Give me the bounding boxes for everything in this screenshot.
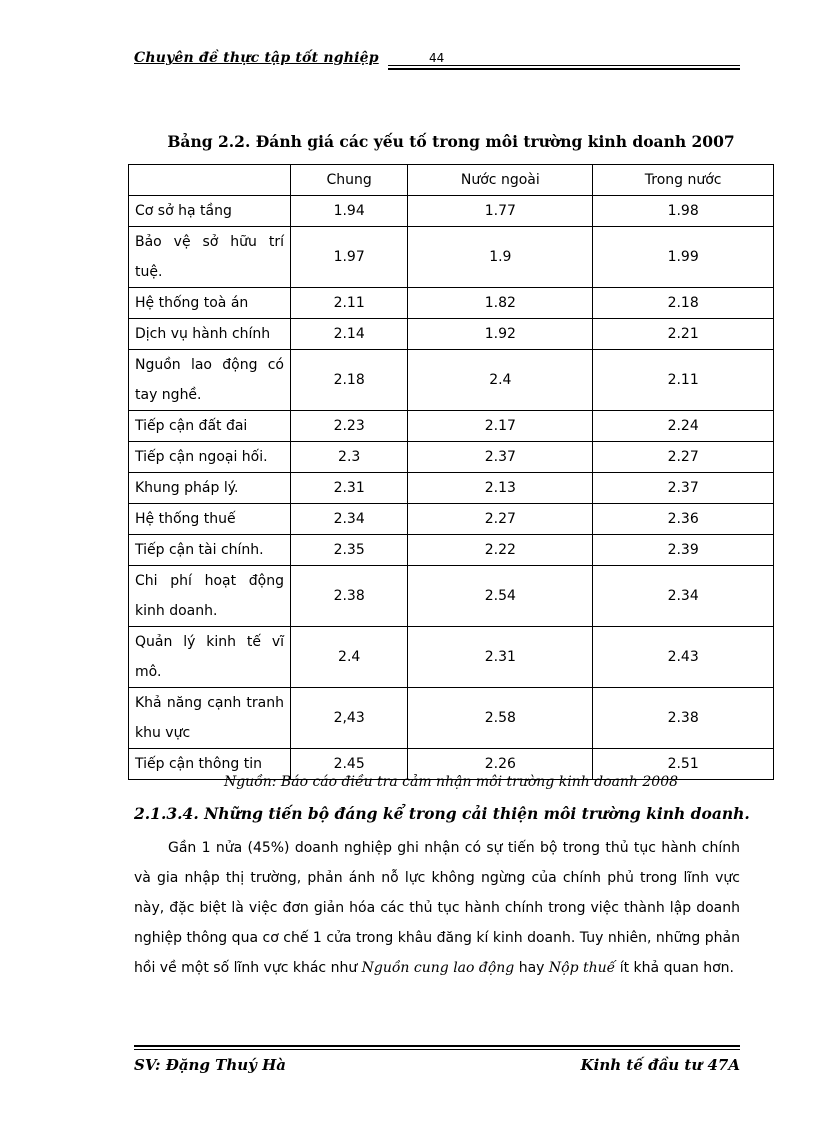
nuoc-ngoai-value-cell: 1.82 (408, 288, 593, 319)
chung-value-cell: 2,43 (291, 688, 408, 749)
row-label-cell: Cơ sở hạ tầng (129, 196, 291, 227)
nuoc-ngoai-value-cell: 2.31 (408, 627, 593, 688)
chung-value-cell: 2.34 (291, 504, 408, 535)
header-rule-thick (388, 68, 740, 70)
table-header-cell (129, 165, 291, 196)
trong-nuoc-value-cell: 2.36 (593, 504, 774, 535)
row-label-cell: Quản lý kinh tế vĩ mô. (129, 627, 291, 688)
table-row (129, 504, 774, 535)
row-label-cell: Tiếp cận tài chính. (129, 535, 291, 566)
nuoc-ngoai-value-cell: 1.9 (408, 227, 593, 288)
table-header-cell: Nước ngoài (408, 165, 593, 196)
trong-nuoc-value-cell: 2.11 (593, 350, 774, 411)
row-label-cell: Bảo vệ sở hữu trí tuệ. (129, 227, 291, 288)
trong-nuoc-value-cell: 2.37 (593, 473, 774, 504)
trong-nuoc-value-cell: 2.34 (593, 566, 774, 627)
section-heading: 2.1.3.4. Những tiến bộ đáng kể trong cải thiện môi trường kinh doanh. (134, 804, 750, 823)
chung-value-cell: 2.18 (291, 350, 408, 411)
nuoc-ngoai-value-cell: 2.54 (408, 566, 593, 627)
row-label-cell: Tiếp cận đất đai (129, 411, 291, 442)
trong-nuoc-value-cell: 2.43 (593, 627, 774, 688)
trong-nuoc-value-cell: 2.39 (593, 535, 774, 566)
nuoc-ngoai-value-cell: 2.13 (408, 473, 593, 504)
nuoc-ngoai-value-cell: 2.37 (408, 442, 593, 473)
chung-value-cell: 2.35 (291, 535, 408, 566)
trong-nuoc-value-cell: 2.21 (593, 319, 774, 350)
paragraph-text: ít khả quan hơn. (615, 960, 734, 976)
row-label-cell: Dịch vụ hành chính (129, 319, 291, 350)
row-label-cell: Nguồn lao động có tay nghề. (129, 350, 291, 411)
nuoc-ngoai-value-cell: 1.77 (408, 196, 593, 227)
table-row (129, 288, 774, 319)
nuoc-ngoai-value-cell: 2.22 (408, 535, 593, 566)
row-label-cell: Tiếp cận ngoại hối. (129, 442, 291, 473)
trong-nuoc-value-cell: 2.18 (593, 288, 774, 319)
body-paragraph (134, 833, 740, 983)
table-row (129, 442, 774, 473)
chung-value-cell: 2.31 (291, 473, 408, 504)
table-row (129, 350, 774, 411)
trong-nuoc-value-cell: 1.98 (593, 196, 774, 227)
table-header-cell: Trong nước (593, 165, 774, 196)
page-footer (134, 1045, 740, 1085)
nuoc-ngoai-value-cell: 2.27 (408, 504, 593, 535)
table-row (129, 688, 774, 749)
paragraph-emphasis: Nguồn cung lao động (361, 960, 515, 976)
table-row (129, 411, 774, 442)
table-row (129, 535, 774, 566)
trong-nuoc-value-cell: 2.51 (593, 749, 774, 780)
paragraph-text: hay (514, 960, 549, 976)
table-row (129, 196, 774, 227)
footer-rule-thick (134, 1045, 740, 1047)
nuoc-ngoai-value-cell: 2.4 (408, 350, 593, 411)
row-label-cell: Hệ thống toà án (129, 288, 291, 319)
table-header-cell: Chung (291, 165, 408, 196)
trong-nuoc-value-cell: 2.38 (593, 688, 774, 749)
table-row (129, 566, 774, 627)
trong-nuoc-value-cell: 2.24 (593, 411, 774, 442)
page-number: 44 (429, 51, 445, 65)
table-caption: Bảng 2.2. Đánh giá các yếu tố trong môi trường kinh doanh 2007 (167, 132, 735, 151)
row-label-cell: Khung pháp lý. (129, 473, 291, 504)
trong-nuoc-value-cell: 1.99 (593, 227, 774, 288)
chung-value-cell: 1.94 (291, 196, 408, 227)
table-row (129, 227, 774, 288)
business-environment-table (128, 164, 774, 780)
table-row (129, 319, 774, 350)
page-header (134, 48, 740, 70)
row-label-cell: Hệ thống thuế (129, 504, 291, 535)
nuoc-ngoai-value-cell: 2.58 (408, 688, 593, 749)
nuoc-ngoai-value-cell: 2.17 (408, 411, 593, 442)
header-rule (388, 65, 740, 66)
paragraph-emphasis: Nộp thuế (548, 960, 616, 976)
footer-rule (134, 1049, 740, 1050)
chung-value-cell: 2.14 (291, 319, 408, 350)
trong-nuoc-value-cell: 2.27 (593, 442, 774, 473)
table-header-row (129, 165, 774, 196)
table-source-note: Nguồn: Báo cáo điều tra cảm nhận môi trường kinh doanh 2008 (223, 774, 679, 790)
footer-student-name: SV: Đặng Thuý Hà (134, 1056, 286, 1074)
paragraph-text: Gần 1 nửa (45%) doanh nghiệp ghi nhận có sự tiến bộ trong thủ tục hành chính và gia nhập thị trường, phản ánh nỗ lực không ngừng của chính phủ trong lĩnh vực này, đặc biệt là việc đơn giản hóa các thủ tục hành chính trong việc thành lập doanh nghiệp thông qua cơ chế 1 cửa trong khâu đăng kí kinh doanh. Tuy nhiên, những phản hồi về một số lĩnh vực khác như (134, 840, 740, 976)
chung-value-cell: 2.23 (291, 411, 408, 442)
chung-value-cell: 2.3 (291, 442, 408, 473)
chung-value-cell: 2.45 (291, 749, 408, 780)
nuoc-ngoai-value-cell: 1.92 (408, 319, 593, 350)
row-label-cell: Tiếp cận thông tin (129, 749, 291, 780)
row-label-cell: Chi phí hoạt động kinh doanh. (129, 566, 291, 627)
table-row (129, 473, 774, 504)
header-title: Chuyên đề thực tập tốt nghiệp (134, 50, 379, 66)
nuoc-ngoai-value-cell: 2.26 (408, 749, 593, 780)
footer-class-name: Kinh tế đầu tư 47A (580, 1056, 740, 1074)
chung-value-cell: 2.11 (291, 288, 408, 319)
chung-value-cell: 2.38 (291, 566, 408, 627)
chung-value-cell: 2.4 (291, 627, 408, 688)
chung-value-cell: 1.97 (291, 227, 408, 288)
row-label-cell: Khả năng cạnh tranh khu vực (129, 688, 291, 749)
table-row (129, 627, 774, 688)
